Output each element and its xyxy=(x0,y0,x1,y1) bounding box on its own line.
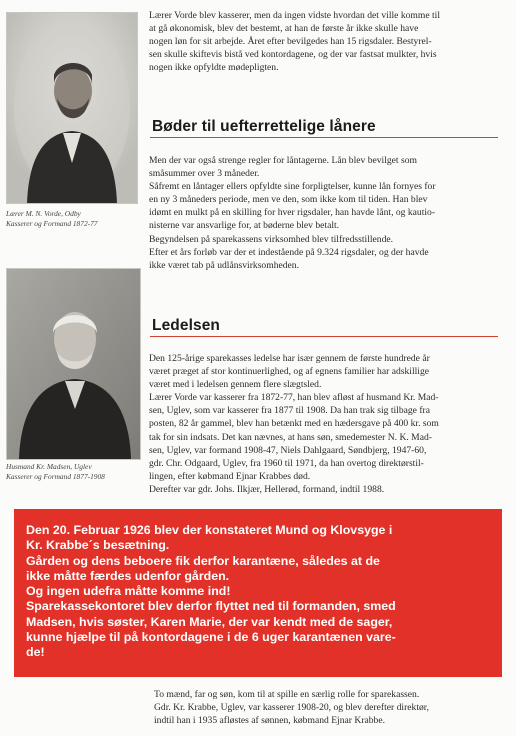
section-body-boeder: Men der var også strenge regler for låntagerne. Lån blev bevilget som småsummer over 3 måneder. Såfremt en låntager ellers opfyldte sine forpligtelser, kunne lån fornyes for en ny 3 måneders periode, men ve den, som ikke kom til tiden. Han blev idømt en mulkt på en skilling for hver rigsdaler, han havde lånt, og kautio- nisterne var ansvarlige for, at bøderne blev betalt. Begyndelsen på sparekassens virksomhed blev tilfredsstillende. Efter et års forløb var der et indestående på 9.324 rigsdaler, og der havde ikke været tab på udlånsvirksomheden. xyxy=(149,155,436,271)
quarantine-notice-box xyxy=(14,509,502,677)
closing-paragraph: To mænd, far og søn, kom til at spille en særlig rolle for sparekassen. Gdr. Kr. Krabbe, Uglev, var kasserer 1908-20, og blev derefter direktør, indtil han i 1935 afløstes af sønnen, købmand Ejnar Krabbe. xyxy=(154,689,429,727)
section-heading-boeder: Bøder til uefterrettelige lånere xyxy=(152,118,376,135)
intro-paragraph: Lærer Vorde blev kasserer, men da ingen vidste hvordan det ville komme til at gå økonomisk, blev det bestemt, at han de første år ikke skulle have nogen løn for sit arbejde. Året efter bevilgedes han 15 rigsdaler. Bestyrel- sen skulle skiftevis bistå ved kontordagene, og der var fastsat mulkter, hvis nogen ikke opfyldte mødepligten. xyxy=(149,10,440,74)
portrait-photo-madsen xyxy=(6,268,141,460)
photo-caption-madsen: Husmand Kr. Madsen, Uglev Kasserer og Formand 1877-1908 xyxy=(6,462,105,481)
section-rule-boeder xyxy=(150,137,498,138)
portrait-photo-vorde xyxy=(6,12,138,204)
section-rule-ledelsen xyxy=(150,336,498,337)
quarantine-notice-text: Den 20. Februar 1926 blev der konstateret Mund og Klovsyge i Kr. Krabbe´s besætning. Gården og dens beboere fik derfor karantæne, således at de ikke måtte færdes udenfor gården. Og ingen udefra måtte komme ind! Sparekassekontoret blev derfor flyttet ned til formanden, smed Madsen, hvis søster, Karen Marie, der var kendt med de sager, kunne hjælpe til på kontordagene i de 6 uger karantænen vare- de! xyxy=(26,523,396,660)
photo-caption-vorde: Lærer M. N. Vorde, Odby Kasserer og Formand 1872-77 xyxy=(6,209,98,228)
section-heading-ledelsen: Ledelsen xyxy=(152,317,220,334)
section-body-ledelsen: Den 125-årige sparekasses ledelse har især gennem de første hundrede år været præget af stor kontinuerlighed, og af egnens familier har adskillige været med i ledelsen gennem flere slægtsled. Lærer Vorde var kasserer fra 1872-77, han blev afløst af husmand Kr. Mad- sen, Uglev, som var kasserer fra 1877 til 1908. Da han trak sig tilbage fra posten, 82 år gammel, blev han betænkt med en hædersgave på 400 kr. som tak for sin indsats. Det kan nævnes, at hans søn, smedemester N. K. Mad- sen, Uglev, var formand 1908-47, Niels Dahlgaard, Søndbjerg, 1947-60, gdr. Chr. Odgaard, Uglev, fra 1960 til 1971, da han overtog direktørstil- lingen, efter købmand Ejnar Krabbes død. Derefter var gdr. Johs. Ilkjær, Hellerød, formand, indtil 1988. xyxy=(149,353,439,495)
